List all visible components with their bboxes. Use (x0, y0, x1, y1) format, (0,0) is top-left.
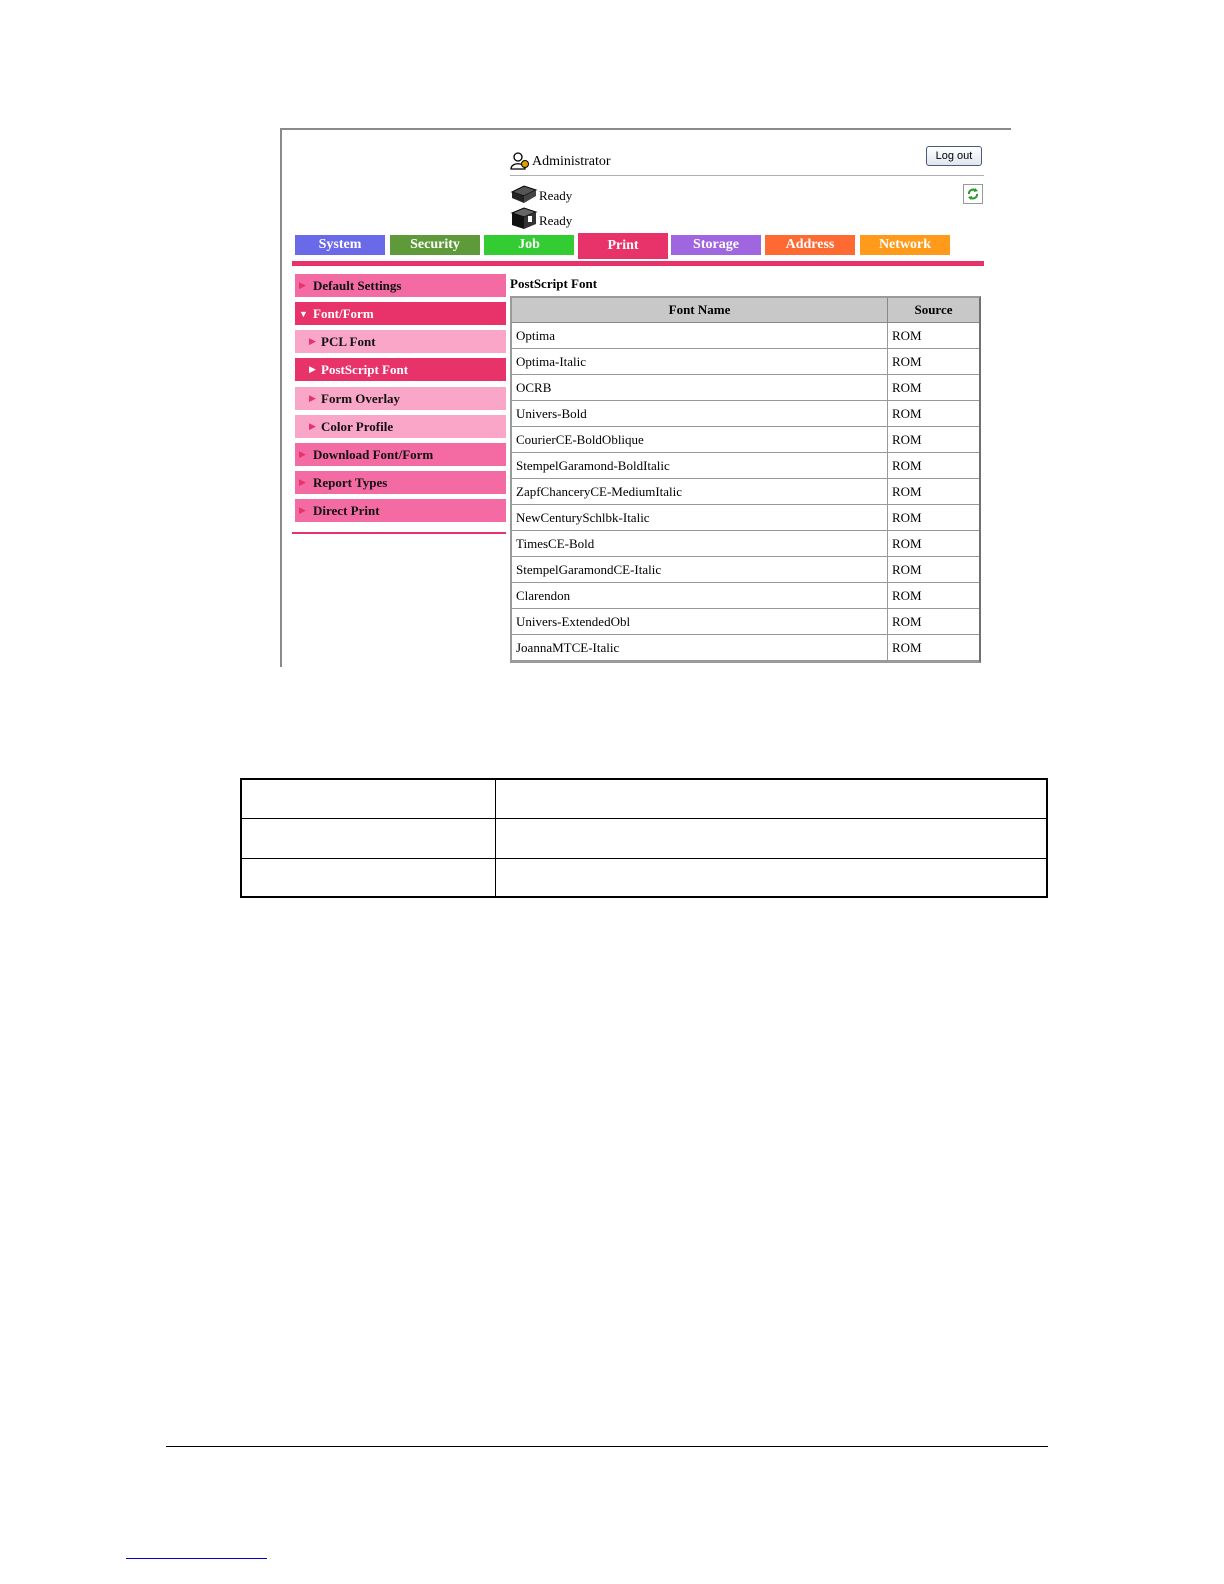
source-cell: ROM (888, 609, 979, 635)
font-name-cell: JoannaMTCE-Italic (512, 635, 888, 661)
column-header-font-name: Font Name (512, 298, 888, 323)
source-cell: ROM (888, 427, 979, 453)
tab-security[interactable]: Security (390, 235, 480, 255)
source-cell: ROM (888, 349, 979, 375)
printer-icon (510, 184, 538, 204)
sidebar-item-label: PCL Font (321, 333, 376, 349)
user-label: Administrator (532, 154, 611, 169)
tab-print[interactable]: Print (578, 233, 668, 259)
font-name-cell: OCRB (512, 375, 888, 401)
arrow-right-icon: ▶ (299, 449, 306, 459)
table-row (512, 505, 979, 531)
font-name-cell: Optima-Italic (512, 349, 888, 375)
sidebar-item-color-profile[interactable] (295, 415, 506, 438)
table-row (512, 453, 979, 479)
source-cell: ROM (888, 635, 979, 661)
sidebar-item-postscript-font[interactable] (295, 358, 506, 381)
table-row (512, 609, 979, 635)
font-table (510, 296, 981, 663)
table-row (512, 427, 979, 453)
sidebar-item-font-form[interactable] (295, 302, 506, 325)
font-name-cell: ZapfChanceryCE-MediumItalic (512, 479, 888, 505)
table-row (512, 479, 979, 505)
source-cell: ROM (888, 375, 979, 401)
font-name-cell: Univers-ExtendedObl (512, 609, 888, 635)
font-name-cell: Univers-Bold (512, 401, 888, 427)
sidebar-item-direct-print[interactable] (295, 499, 506, 522)
scanner-status (510, 207, 572, 229)
sidebar-item-label: Form Overlay (321, 390, 401, 406)
column-header-source: Source (888, 298, 979, 323)
arrow-right-icon: ▶ (309, 393, 316, 403)
table-row (512, 349, 979, 375)
arrow-right-icon: ▶ (309, 421, 316, 431)
sidebar-item-form-overlay[interactable] (295, 387, 506, 410)
table-row-divider (242, 858, 1046, 859)
sidebar-item-label: Direct Print (313, 502, 380, 518)
arrow-right-icon: ▶ (309, 364, 316, 374)
header-divider (510, 175, 984, 176)
arrow-right-icon: ▶ (299, 280, 306, 290)
font-name-cell: CourierCE-BoldOblique (512, 427, 888, 453)
table-column-divider (495, 780, 496, 896)
logout-button[interactable]: Log out (926, 146, 982, 166)
sidebar-item-report-types[interactable] (295, 471, 506, 494)
sidebar-item-label: Color Profile (321, 418, 394, 434)
source-cell: ROM (888, 583, 979, 609)
source-cell: ROM (888, 557, 979, 583)
tab-network[interactable]: Network (860, 235, 950, 255)
sidebar-item-label: Default Settings (313, 277, 402, 293)
source-cell: ROM (888, 323, 979, 349)
table-row (512, 635, 979, 661)
refresh-icon[interactable] (963, 184, 983, 204)
font-name-cell: StempelGaramond-BoldItalic (512, 453, 888, 479)
table-row-divider (242, 818, 1046, 819)
table-row (512, 583, 979, 609)
font-table-body (512, 323, 979, 661)
table-row (512, 375, 979, 401)
user-info (510, 144, 611, 170)
tab-job[interactable]: Job (484, 235, 574, 255)
sidebar-item-label: PostScript Font (321, 361, 409, 377)
source-cell: ROM (888, 401, 979, 427)
tab-system[interactable]: System (295, 235, 385, 255)
table-row (512, 401, 979, 427)
sidebar-item-label: Font/Form (313, 305, 374, 321)
source-cell: ROM (888, 531, 979, 557)
font-name-cell: Clarendon (512, 583, 888, 609)
arrow-right-icon: ▶ (309, 336, 316, 346)
font-name-cell: NewCenturySchlbk-Italic (512, 505, 888, 531)
arrow-right-icon: ▶ (299, 477, 306, 487)
administrator-icon (510, 152, 530, 170)
table-row (512, 323, 979, 349)
screenshot-frame (280, 128, 1011, 667)
sidebar-item-default-settings[interactable] (295, 274, 506, 297)
source-cell: ROM (888, 479, 979, 505)
source-cell: ROM (888, 453, 979, 479)
table-row (512, 557, 979, 583)
font-name-cell: TimesCE-Bold (512, 531, 888, 557)
sidebar-divider (292, 532, 506, 534)
font-name-cell: Optima (512, 323, 888, 349)
tab-address[interactable]: Address (765, 235, 855, 255)
printer-status (510, 182, 572, 204)
scanner-icon (510, 207, 538, 229)
page-title: PostScript Font (510, 276, 598, 291)
document-table (240, 778, 1048, 898)
font-name-cell: StempelGaramondCE-Italic (512, 557, 888, 583)
footer-rule (166, 1446, 1048, 1447)
tab-storage[interactable]: Storage (671, 235, 761, 255)
printer-status-label: Ready (539, 188, 573, 203)
sidebar-item-download-font-form[interactable] (295, 443, 506, 466)
sidebar-item-label: Download Font/Form (313, 446, 434, 462)
sidebar-item-pcl-font[interactable] (295, 330, 506, 353)
source-cell: ROM (888, 505, 979, 531)
footer-link-underline (126, 1558, 267, 1559)
table-row (512, 531, 979, 557)
arrow-down-icon: ▼ (299, 308, 308, 319)
arrow-right-icon: ▶ (299, 505, 306, 515)
table-header-row (512, 298, 979, 323)
tab-underline (292, 261, 984, 266)
scanner-status-label: Ready (539, 213, 573, 228)
sidebar-item-label: Report Types (313, 474, 388, 490)
